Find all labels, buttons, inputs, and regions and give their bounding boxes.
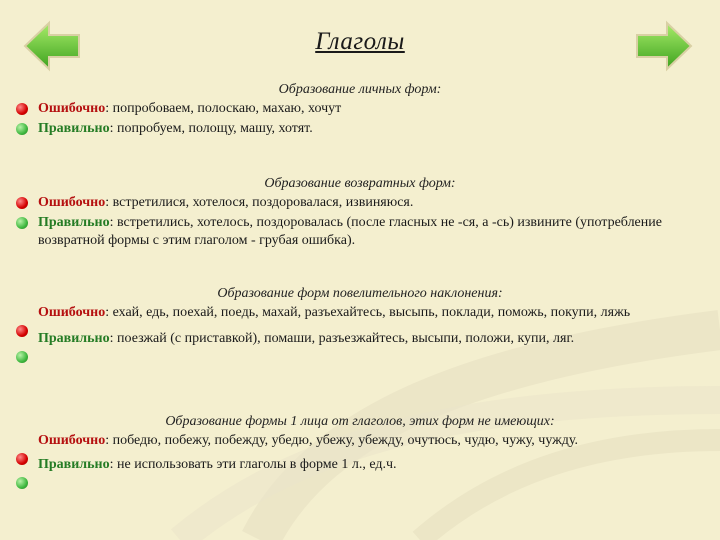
- right-label: Правильно: [38, 121, 110, 136]
- right-line: [0, 120, 720, 138]
- wrong-label: Ошибочно: [38, 305, 106, 320]
- wrong-text: : встретилися, хотелося, поздоровалася, извиняюся.: [105, 195, 414, 210]
- red-bullet-icon: [16, 197, 28, 209]
- wrong-label: Ошибочно: [38, 195, 106, 210]
- section-first-person-forms: [0, 414, 720, 474]
- right-label: Правильно: [38, 331, 110, 346]
- right-label: Правильно: [38, 215, 110, 230]
- right-text: : не использовать эти глаголы в форме 1 л., ед.ч.: [109, 457, 397, 472]
- right-text: : поезжай (с приставкой), помаши, разъезжайтесь, высыпи, положи, купи, ляг.: [109, 331, 575, 346]
- red-bullet-icon: [16, 103, 28, 115]
- wrong-label: Ошибочно: [38, 101, 106, 116]
- section-heading: Образование возвратных форм:: [264, 176, 456, 191]
- right-line: [0, 214, 720, 250]
- wrong-line: [0, 432, 720, 450]
- wrong-text: : ехай, едь, поехай, поедь, махай, разъехайтесь, высыпь, поклади, поможь, покупи, ляжь: [105, 305, 631, 320]
- right-label: Правильно: [38, 457, 110, 472]
- section-imperative-forms: [0, 286, 720, 348]
- wrong-line: [0, 194, 720, 212]
- right-text: : попробуем, полощу, машу, хотят.: [109, 121, 313, 136]
- right-text: : встретились, хотелось, поздоровалась (после гласных не -ся, а -сь) извините (употребление возвратной формы с этим глаголом - грубая ошибка).: [38, 215, 662, 248]
- wrong-label: Ошибочно: [38, 433, 106, 448]
- slide-title: Глаголы: [315, 28, 405, 55]
- wrong-line: [0, 304, 720, 322]
- section-reflexive-forms: [0, 176, 720, 250]
- section-heading: Образование личных форм:: [278, 82, 442, 97]
- green-bullet-icon: [16, 477, 28, 489]
- right-line: [0, 456, 720, 474]
- green-bullet-icon: [16, 217, 28, 229]
- right-line: [0, 330, 720, 348]
- wrong-line: [0, 100, 720, 118]
- green-bullet-icon: [16, 123, 28, 135]
- wrong-text: : попробоваем, полоскаю, махаю, хочут: [105, 101, 342, 116]
- section-personal-forms: [0, 82, 720, 138]
- green-bullet-icon: [16, 351, 28, 363]
- wrong-text: : победю, побежу, побежду, убедю, убежу, убежду, очутюсь, чудю, чужу, чужду.: [105, 433, 579, 448]
- section-heading: Образование форм повелительного наклонения:: [217, 286, 503, 301]
- section-heading: Образование формы 1 лица от глаголов, этих форм не имеющих:: [165, 414, 555, 429]
